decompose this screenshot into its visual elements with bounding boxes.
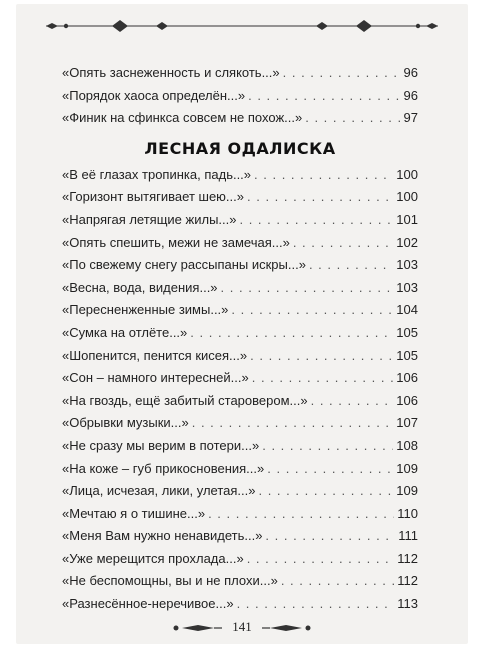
toc-entry-page: 96 (403, 65, 418, 80)
toc-entry-title: «Лица, исчезая, лики, улетая...» (62, 483, 256, 499)
toc-entry (62, 570, 418, 593)
toc-entry-title: «На коже – губ прикосновения...» (62, 460, 265, 476)
toc-entry-page: 112 (397, 550, 418, 566)
toc-entry (62, 548, 418, 571)
toc-leader-dots (281, 570, 394, 593)
toc-leader-dots (250, 345, 393, 368)
toc-entry-page: 111 (398, 528, 418, 544)
toc-leader-dots (231, 299, 393, 322)
toc-entry-page: 100 (396, 166, 418, 182)
toc-entry (62, 164, 418, 187)
toc-entry-title: «Обрывки музыки...» (62, 415, 189, 431)
toc-leader-dots (190, 322, 393, 345)
toc-entry (62, 322, 418, 345)
toc-entry-title: «Опять заснеженность и слякоть...» (62, 65, 280, 80)
section-heading: ЛЕСНАЯ ОДАЛИСКА (144, 138, 336, 158)
toc-entry-title: «В её глазах тропинка, падь...» (62, 166, 252, 182)
toc-entry (62, 480, 418, 503)
toc-leader-dots (208, 503, 394, 526)
toc-entry-title: «Не сразу мы верим в потери...» (62, 437, 260, 453)
book-page (16, 4, 468, 644)
toc-entry (62, 412, 418, 435)
toc-entry (62, 390, 418, 413)
toc-entry-page: 105 (396, 347, 418, 363)
toc-entry-page: 109 (396, 460, 418, 476)
toc-entry-title: «Мечтаю я о тишине...» (62, 505, 206, 521)
toc-entry-title: «Пересненженные зимы...» (62, 302, 229, 318)
toc-entry-page: 104 (396, 302, 418, 318)
toc-entry-title: «Напрягая летящие жилы...» (62, 211, 237, 227)
toc-entry-title: «Сон – намного интересней...» (62, 370, 249, 386)
toc-leader-dots (247, 186, 393, 209)
table-of-contents (62, 62, 418, 616)
toc-leader-dots (267, 458, 393, 481)
toc-entry-title: «По свежему снегу рассыпаны искры...» (62, 257, 306, 273)
toc-leader-dots (258, 480, 393, 503)
toc-entry-title: «Разнесённое-неречивое...» (62, 596, 234, 612)
toc-leader-dots (192, 412, 394, 435)
toc-entry (62, 254, 418, 277)
page-number (16, 615, 468, 639)
toc-leader-dots (305, 107, 400, 130)
toc-entry-title: «Горизонт вытягивает шею...» (62, 189, 244, 205)
toc-entry-page: 107 (396, 415, 418, 431)
toc-entry-title: «Финик на сфинкса совсем не похож...» (62, 110, 303, 126)
toc-entry-page: 103 (396, 257, 418, 273)
page-number-text: 141 (228, 619, 256, 634)
toc-entry-page: 106 (396, 392, 418, 408)
toc-leader-dots (221, 277, 394, 300)
toc-entry-title: «Меня Вам нужно ненавидеть...» (62, 528, 263, 544)
toc-entry (62, 458, 418, 481)
toc-entry (62, 277, 418, 300)
toc-entry (62, 186, 418, 209)
toc-entry-title: «На гвоздь, ещё забитый старовером...» (62, 392, 308, 408)
toc-entry-page: 108 (396, 437, 418, 453)
toc-entry-title: «Не беспомощны, вы и не плохи...» (62, 573, 278, 589)
toc-entry (62, 62, 418, 85)
toc-entry (62, 435, 418, 458)
toc-leader-dots (309, 254, 393, 277)
toc-entry-title: «Уже мерещится прохлада...» (62, 550, 244, 566)
toc-leader-dots (237, 593, 395, 616)
toc-entry (62, 299, 418, 322)
toc-leader-dots (254, 164, 393, 187)
toc-leader-dots (265, 525, 395, 548)
toc-entry-page: 97 (403, 110, 418, 126)
toc-entry-page: 112 (397, 573, 418, 589)
toc-entry-page: 109 (396, 483, 418, 499)
toc-leader-dots (239, 209, 393, 232)
top-ornament (16, 14, 468, 38)
toc-entry (62, 593, 418, 616)
toc-entry (62, 232, 418, 255)
toc-entry (62, 107, 418, 130)
toc-entry-title: «Опять спешить, межи не замечая...» (62, 234, 290, 250)
toc-leader-dots (248, 85, 400, 108)
toc-entry-page: 110 (397, 505, 418, 521)
toc-entry-title: «Порядок хаоса определён...» (62, 87, 246, 103)
toc-leader-dots (262, 435, 393, 458)
top-ornament-divider (16, 14, 468, 38)
toc-entry-title: «Весна, вода, видения...» (62, 279, 218, 295)
toc-leader-dots (311, 390, 394, 413)
toc-leader-dots (293, 232, 393, 255)
toc-leader-dots (283, 62, 401, 85)
toc-entry (62, 345, 418, 368)
toc-entry-title: «Шопенится, пенится кисея...» (62, 347, 248, 363)
toc-entry-title: «Сумка на отлёте...» (62, 324, 188, 340)
toc-entry (62, 525, 418, 548)
toc-entry-page: 96 (403, 87, 418, 103)
toc-entry-page: 101 (396, 211, 418, 227)
toc-entry-page: 106 (396, 370, 418, 386)
toc-entry-page: 113 (397, 596, 418, 612)
toc-entry (62, 503, 418, 526)
toc-entry-page: 103 (396, 279, 418, 295)
toc-leader-dots (252, 367, 394, 390)
toc-entry (62, 209, 418, 232)
toc-entry-page: 100 (396, 189, 418, 205)
toc-entry (62, 367, 418, 390)
toc-entry (62, 85, 418, 108)
toc-entry-page: 102 (396, 234, 418, 250)
toc-leader-dots (247, 548, 395, 571)
toc-entry-page: 105 (396, 324, 418, 340)
